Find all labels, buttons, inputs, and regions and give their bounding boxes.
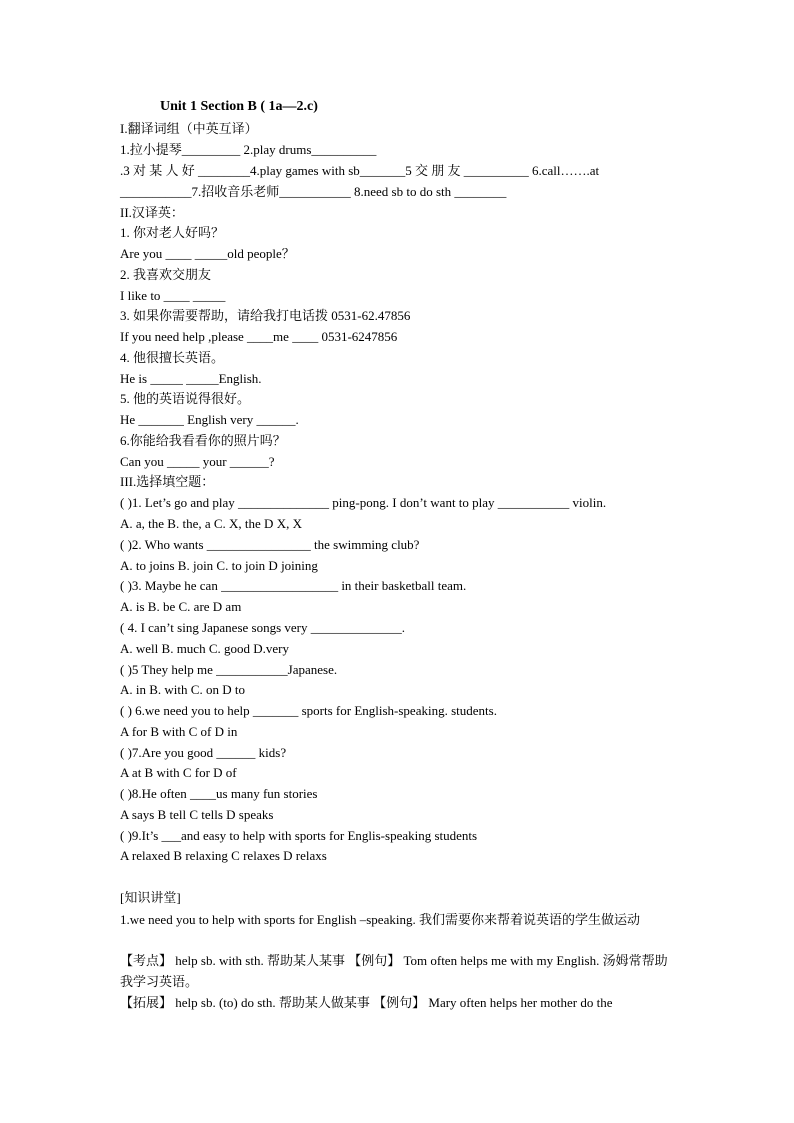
choice-question: ( )9.It’s ___and easy to help with sports for Englis-speaking students [120, 828, 478, 843]
answer-line: Can you _____ your ______? [120, 454, 275, 469]
answer-line: I like to ____ _____ [120, 288, 226, 303]
question-cn: 1. 你对老人好吗？ [120, 225, 225, 240]
choice-options: A. is B. be C. are D am [120, 599, 242, 614]
choice-options: A. in B. with C. on D to [120, 682, 245, 697]
choice-question: ( )5 They help me ___________Japanese. [120, 662, 338, 677]
section-1-line-2: .3 对 某 人 好 ________4.play games with sb_______5 交 朋 友 __________ 6.call…….at [120, 163, 600, 178]
question-cn: 5. 他的英语说得很好。 [120, 391, 251, 406]
question-cn: 2. 我喜欢交朋友 [120, 267, 212, 282]
choice-question: ( )3. Maybe he can __________________ in their basketball team. [120, 578, 467, 593]
choice-question: ( )8.He often ____us many fun stories [120, 786, 318, 801]
answer-line: He _______ English very ______. [120, 412, 299, 427]
section-1-heading: I.翻译词组（中英互译） [120, 121, 258, 136]
choice-question: ( )2. Who wants ________________ the swimming club? [120, 537, 420, 552]
choice-question: ( )1. Let’s go and play ______________ ping-pong. I don’t want to play ___________ violin. [120, 495, 607, 510]
knowledge-paragraph-3: 【拓展】 help sb. (to) do sth. 帮助某人做某事 【例句】 Mary often helps her mother do the [120, 995, 613, 1010]
answer-line: He is _____ _____English. [120, 371, 262, 386]
choice-question: ( 4. I can’t sing Japanese songs very ______________. [120, 620, 405, 635]
choice-question: ( ) 6.we need you to help _______ sports for English-speaking. students. [120, 703, 497, 718]
page-title: Unit 1 Section B ( 1a—2.c) [160, 99, 318, 114]
question-cn: 4. 他很擅长英语。 [120, 350, 225, 365]
knowledge-paragraph-2: 【考点】 help sb. with sth. 帮助某人某事 【例句】 Tom often helps me with my English. 汤姆常帮助我学习英语。 [120, 953, 668, 989]
choice-question: ( )7.Are you good ______ kids? [120, 745, 287, 760]
choice-options: A says B tell C tells D speaks [120, 807, 274, 822]
answer-line: Are you ____ _____old people？ [120, 246, 295, 261]
choice-options: A for B with C of D in [120, 724, 238, 739]
section-1-line-1: 1.拉小提琴_________ 2.play drums__________ [120, 142, 377, 157]
choice-options: A. a, the B. the, a C. X, the D X, X [120, 516, 302, 531]
choice-options: A relaxed B relaxing C relaxes D relaxs [120, 848, 327, 863]
question-cn: 6.你能给我看看你的照片吗？ [120, 433, 286, 448]
choice-options: A. to joins B. join C. to join D joining [120, 558, 318, 573]
section-2-heading: II.汉译英： [120, 205, 184, 220]
choice-options: A. well B. much C. good D.very [120, 641, 289, 656]
section-1-line-3: ___________7.招收音乐老师___________ 8.need sb to do sth ________ [120, 184, 507, 199]
question-cn: 3. 如果你需要帮助，请给我打电话拨 0531-62.47856 [120, 308, 411, 323]
knowledge-heading: [知识讲堂] [120, 890, 181, 905]
choice-options: A at B with C for D of [120, 765, 237, 780]
answer-line: If you need help ,please ____me ____ 0531-6247856 [120, 329, 398, 344]
knowledge-paragraph-1: 1.we need you to help with sports for English –speaking. 我们需要你来帮着说英语的学生做运动 [120, 912, 640, 927]
section-3-heading: III.选择填空题： [120, 474, 215, 489]
